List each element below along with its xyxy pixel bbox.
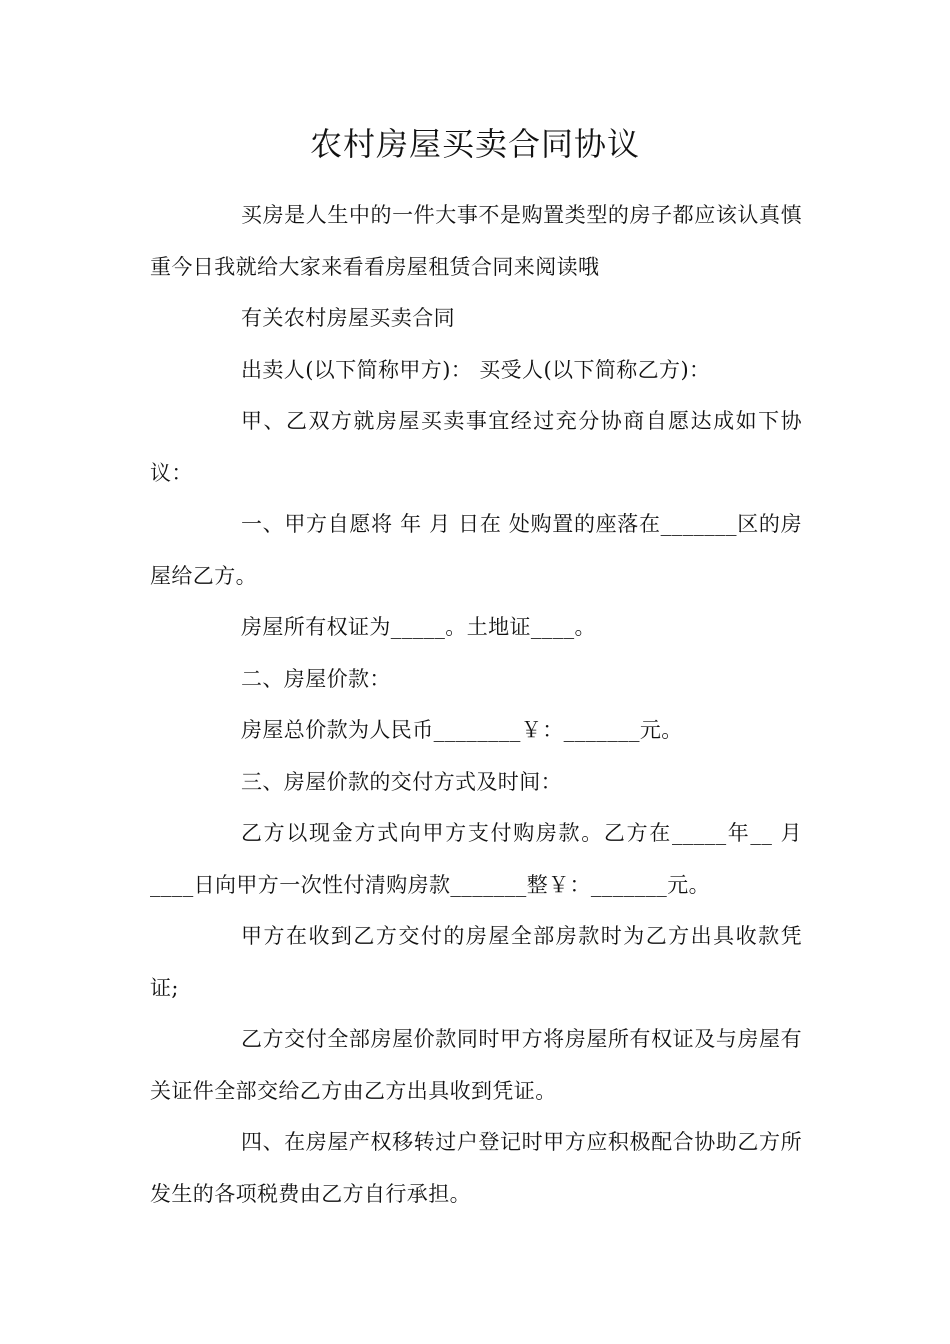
paragraph-parties: 出卖人(以下简称甲方)： 买受人(以下简称乙方)：	[241, 357, 711, 382]
document-body	[150, 190, 802, 1220]
paragraph-receipt: 甲方在收到乙方交付的房屋全部房款时为乙方出具收款凭证;	[150, 924, 802, 1000]
paragraph-certificates: 房屋所有权证为_____。土地证____。	[241, 615, 596, 639]
paragraph-clause-4: 四、在房屋产权移转过户登记时甲方应积极配合协助乙方所发生的各项税费由乙方自行承担。	[150, 1130, 802, 1206]
document-title: 农村房屋买卖合同协议	[309, 125, 640, 163]
paragraph-clause-1: 一、甲方自愿将 年 月 日在 处购置的座落在_______区的房屋给乙方。	[150, 512, 802, 588]
paragraph-intro: 买房是人生中的一件大事不是购置类型的房子都应该认真慎重今日我就给大家来看看房屋租赁合同来阅读哦	[150, 203, 802, 279]
paragraph-payment: 乙方以现金方式向甲方支付购房款。乙方在_____年__ 月____日向甲方一次性付清购房款_______整￥：_______元。	[150, 821, 802, 897]
paragraph-heading: 有关农村房屋买卖合同	[241, 306, 455, 330]
paragraph-handover: 乙方交付全部房屋价款同时甲方将房屋所有权证及与房屋有关证件全部交给乙方由乙方出具收到凭证。	[150, 1027, 802, 1103]
paragraph-clause-3: 三、房屋价款的交付方式及时间：	[241, 769, 562, 794]
paragraph-total-price: 房屋总价款为人民币________￥：_______元。	[241, 718, 683, 742]
paragraph-agreement: 甲、乙双方就房屋买卖事宜经过充分协商自愿达成如下协议：	[150, 409, 802, 485]
paragraph-clause-2: 二、房屋价款：	[241, 666, 391, 691]
